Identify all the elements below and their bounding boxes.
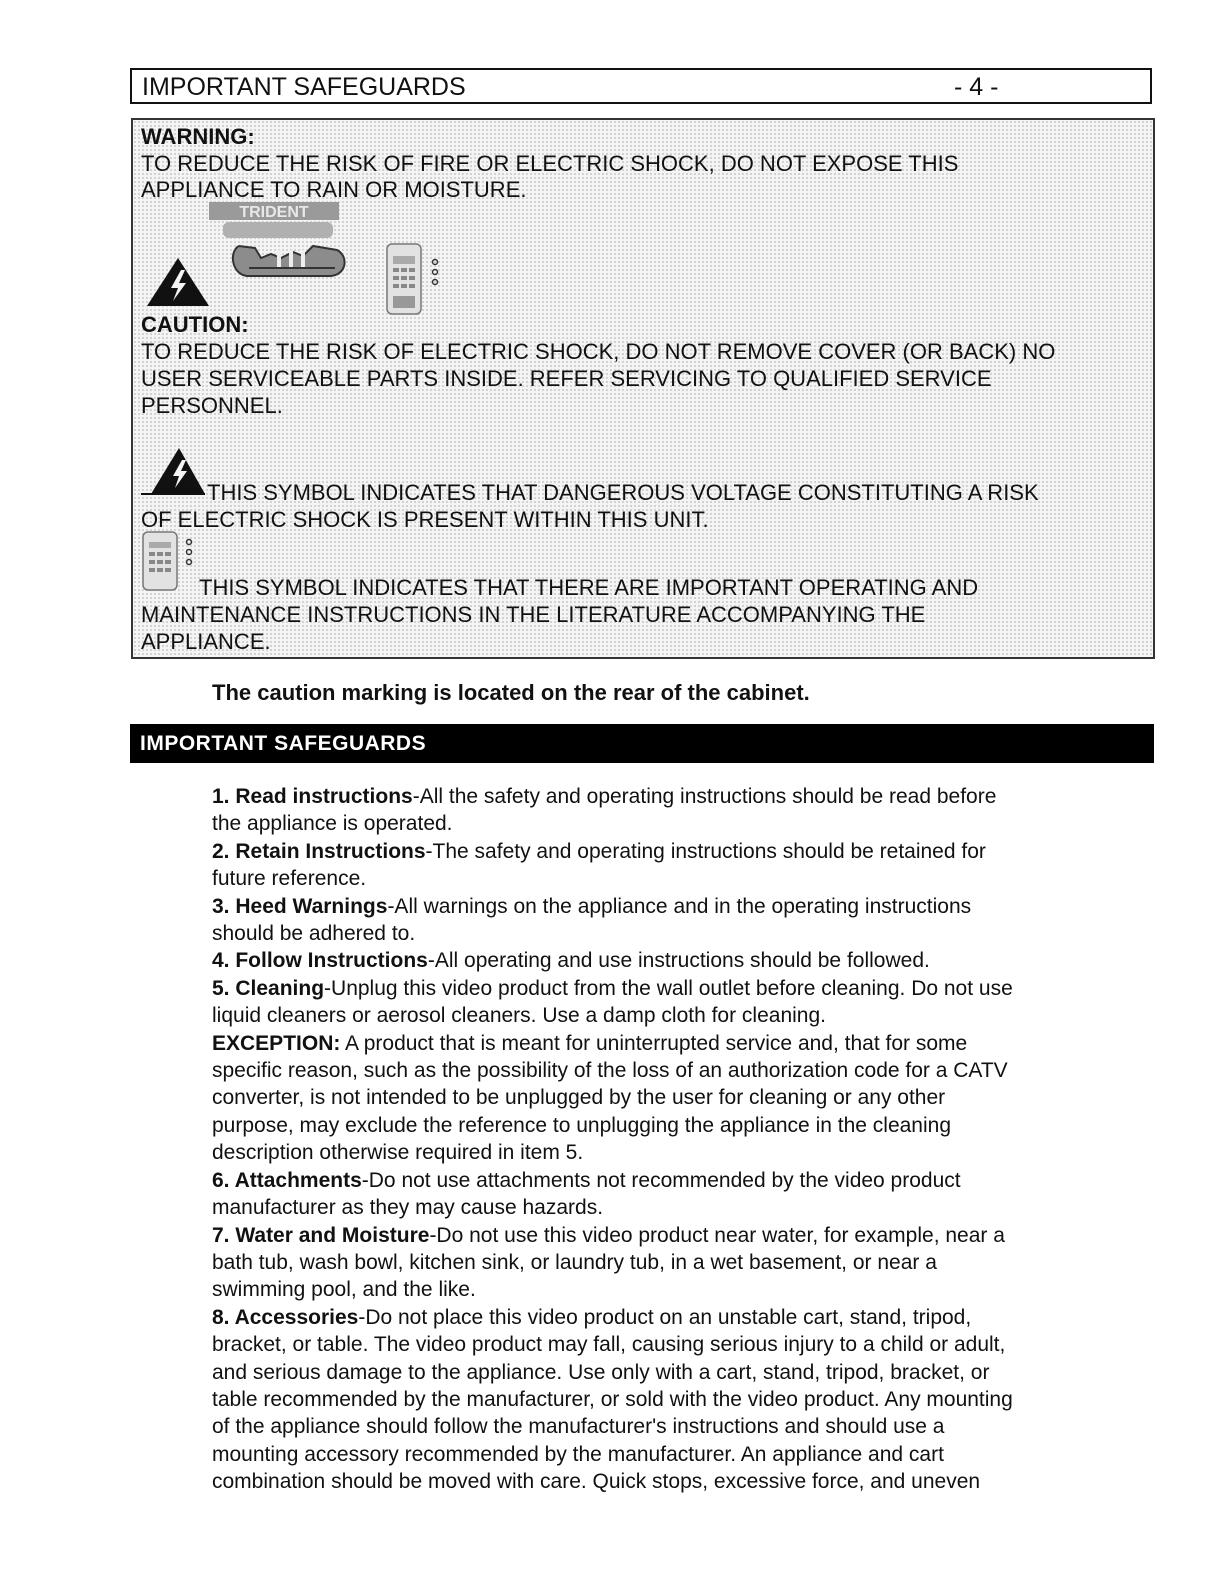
header-title: IMPORTANT SAFEGUARDS — [142, 73, 466, 101]
remote-control-icon — [385, 242, 445, 316]
caution-line: PERSONNEL. — [141, 393, 283, 418]
safeguard-item-text: A product that is meant for uninterrupted service and, that for some — [340, 1031, 968, 1055]
safeguard-item-title: 2. Retain Instructions — [212, 839, 426, 863]
page-number: - 4 - — [954, 73, 999, 101]
voltage-symbol-line: OF ELECTRIC SHOCK IS PRESENT WITHIN THIS UNIT. — [141, 507, 709, 532]
electric-shock-warning-icon — [145, 256, 211, 308]
instructions-symbol-line: APPLIANCE. — [141, 629, 271, 654]
safeguard-item — [212, 1030, 1152, 1057]
safeguard-item-title: 7. Water and Moisture — [212, 1223, 430, 1247]
safeguard-item-title: 8. Accessories — [212, 1305, 359, 1329]
brand-logo-graphic — [209, 196, 369, 296]
safeguard-item-continuation: converter, is not intended to be unplugged by the user for cleaning or any other — [212, 1086, 946, 1110]
section-banner-title: IMPORTANT SAFEGUARDS — [140, 732, 427, 755]
warning-line: TO REDUCE THE RISK OF FIRE OR ELECTRIC SHOCK, DO NOT EXPOSE THIS — [141, 151, 959, 176]
safeguard-item-title: EXCEPTION: — [212, 1031, 341, 1055]
warning-box — [131, 118, 1155, 659]
safeguard-item-continuation: should be adhered to. — [212, 922, 416, 946]
safeguard-item-continuation: bracket, or table. The video product may fall, causing serious injury to a child or adult, — [212, 1333, 1006, 1357]
caution-line: TO REDUCE THE RISK OF ELECTRIC SHOCK, DO NOT REMOVE COVER (OR BACK) NO — [141, 339, 1056, 364]
safeguard-item — [212, 893, 1152, 920]
caution-location-note: The caution marking is located on the rear of the cabinet. — [212, 680, 810, 705]
safeguard-item-text: -Do not use attachments not recommended by the video product — [361, 1168, 961, 1192]
safeguard-item-text: -All operating and use instructions should be followed. — [427, 949, 930, 973]
safeguard-item-title: 4. Follow Instructions — [212, 949, 428, 973]
safeguard-item-continuation: and serious damage to the appliance. Use only with a cart, stand, tripod, bracket, or — [212, 1360, 990, 1384]
voltage-symbol-line: THIS SYMBOL INDICATES THAT DANGEROUS VOLTAGE CONSTITUTING A RISK — [207, 480, 1039, 505]
safeguard-item-title: 3. Heed Warnings — [212, 894, 388, 918]
safeguard-item-continuation: mounting accessory recommended by the manufacturer. An appliance and cart — [212, 1442, 944, 1466]
safeguard-item — [212, 838, 1152, 865]
safeguard-item-continuation: description otherwise required in item 5. — [212, 1141, 584, 1165]
safeguard-item-continuation: combination should be moved with care. Quick stops, excessive force, and uneven — [212, 1470, 981, 1494]
safeguard-item-text: -All warnings on the appliance and in the operating instructions — [387, 894, 972, 918]
instructions-symbol-line: THIS SYMBOL INDICATES THAT THERE ARE IMPORTANT OPERATING AND — [199, 575, 979, 600]
safeguard-item-text: -Unplug this video product from the wall outlet before cleaning. Do not use — [324, 976, 1013, 1000]
safeguard-item-continuation: the appliance is operated. — [212, 812, 453, 836]
safeguard-item — [212, 947, 1152, 974]
safeguard-item — [212, 1304, 1152, 1331]
page-header — [130, 68, 1152, 104]
safeguard-item-text: -The safety and operating instructions should be retained for — [425, 839, 986, 863]
safeguard-item-title: 5. Cleaning — [212, 976, 325, 1000]
safeguard-item — [212, 1222, 1152, 1249]
safeguard-item-continuation: manufacturer as they may cause hazards. — [212, 1196, 604, 1220]
svg-text:TRIDENT: TRIDENT — [239, 204, 309, 221]
warning-line: APPLIANCE TO RAIN OR MOISTURE. — [141, 177, 527, 202]
instructions-remote-icon — [141, 530, 201, 592]
safeguard-item-continuation: purpose, may exclude the reference to unplugging the appliance in the cleaning — [212, 1113, 952, 1137]
safeguard-item-title: 6. Attachments — [212, 1168, 362, 1192]
safeguard-item-continuation: liquid cleaners or aerosol cleaners. Use a damp cloth for cleaning. — [212, 1004, 826, 1028]
safeguard-item-continuation: future reference. — [212, 867, 367, 891]
instructions-symbol-line: MAINTENANCE INSTRUCTIONS IN THE LITERATURE ACCOMPANYING THE — [141, 602, 926, 627]
safeguard-item-text: -Do not use this video product near water, for example, near a — [429, 1223, 1005, 1247]
safeguard-item-continuation: of the appliance should follow the manufacturer's instructions and should use a — [212, 1415, 945, 1439]
section-banner — [130, 724, 1154, 763]
safeguard-item-continuation: swimming pool, and the like. — [212, 1278, 476, 1302]
safeguard-item-text: -Do not place this video product on an unstable cart, stand, tripod, — [358, 1305, 972, 1329]
dangerous-voltage-icon — [141, 446, 207, 496]
warning-heading: WARNING: — [141, 124, 255, 149]
safeguard-item-continuation: table recommended by the manufacturer, or sold with the video product. Any mounting — [212, 1387, 1013, 1411]
safeguard-item-continuation: specific reason, such as the possibility of the loss of an authorization code for a CATV — [212, 1059, 1008, 1083]
safeguard-item — [212, 1167, 1152, 1194]
safeguard-item-title: 1. Read instructions — [212, 785, 413, 808]
safeguard-item — [212, 783, 1152, 810]
safeguards-list — [212, 783, 1152, 1496]
safeguard-item-text: -All the safety and operating instructions should be read before — [412, 785, 997, 808]
safeguard-item-continuation: bath tub, wash bowl, kitchen sink, or laundry tub, in a wet basement, or near a — [212, 1250, 937, 1274]
caution-line: USER SERVICEABLE PARTS INSIDE. REFER SERVICING TO QUALIFIED SERVICE — [141, 366, 992, 391]
caution-heading: CAUTION: — [141, 312, 249, 337]
safeguard-item — [212, 975, 1152, 1002]
